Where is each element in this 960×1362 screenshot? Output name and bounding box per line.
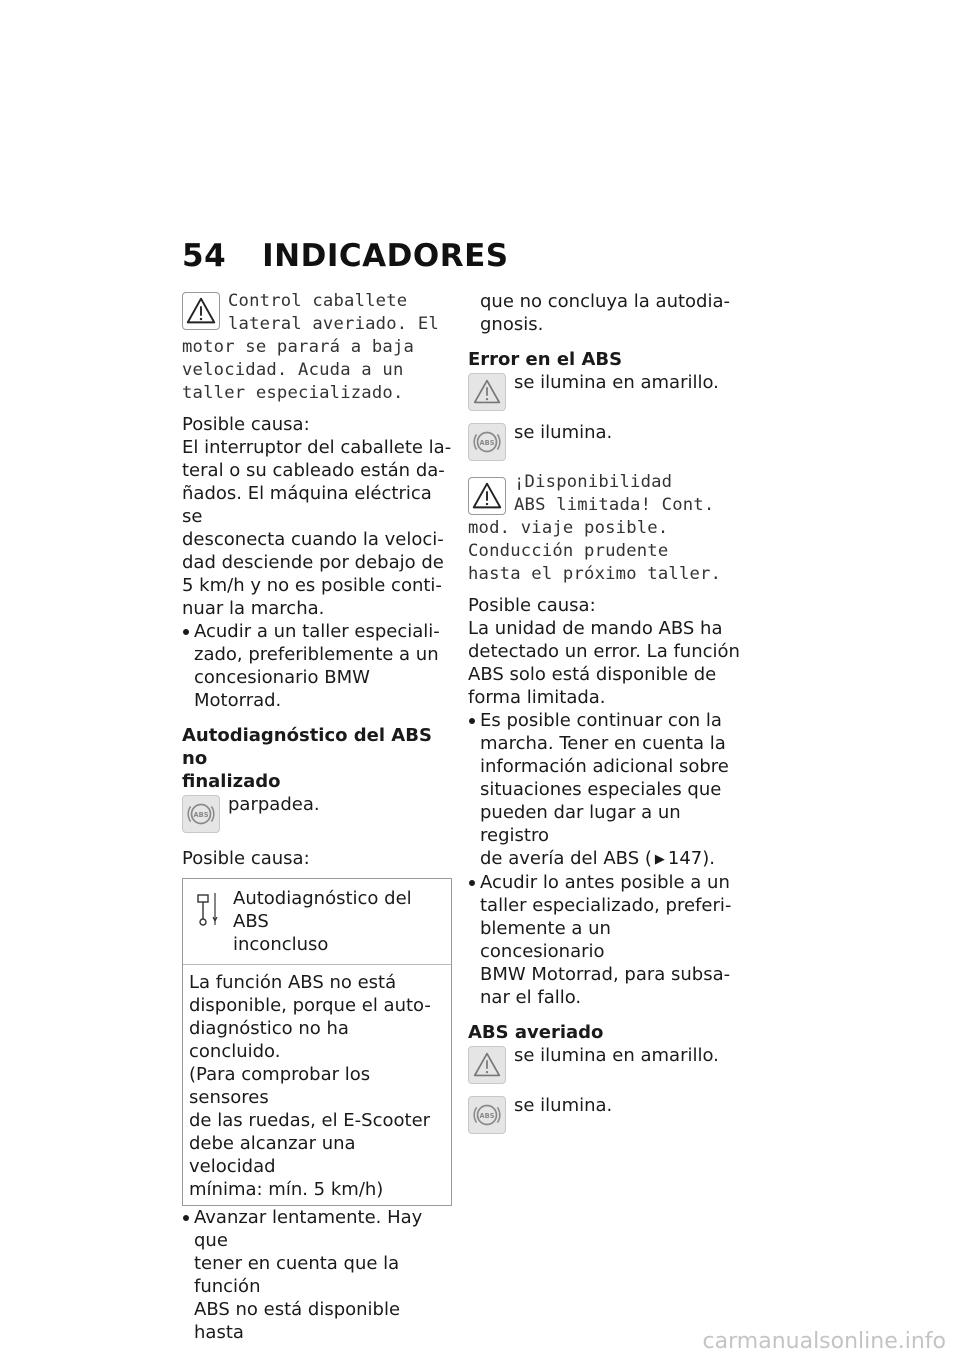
fault-abs-row: ABS se ilumina. — [468, 1094, 740, 1144]
bullet-item-2: Avanzar lentamente. Hay que tener en cuenta que la función ABS no está disponible hasta — [182, 1206, 452, 1344]
svg-text:ABS: ABS — [479, 438, 495, 447]
continued-text: que no concluya la autodia- gnosis. — [480, 291, 731, 335]
bullet-item: Es posible continuar con la marcha. Tener en cuenta la información adicional sobre situaciones especiales que pueden dar lugar a un registro de avería del ABS ( ▶ 147). — [468, 709, 740, 871]
fault-warn-row: se ilumina en amarillo. — [468, 1044, 740, 1094]
left-column — [182, 290, 452, 1344]
section-heading: Autodiagnóstico del ABS no finalizado — [182, 725, 432, 792]
page-title — [182, 238, 509, 274]
abs-icon — [182, 795, 220, 833]
side-stand-message: Control caballete lateral averiado. El motor se parará a baja velocidad. Acuda a un taller especializado. — [182, 291, 439, 403]
side-stand-warning — [182, 290, 452, 405]
abs-fault-heading: ABS averiado — [468, 1021, 604, 1043]
error-warn-row: se ilumina en amarillo. — [468, 371, 740, 421]
cause-label: Posible causa: — [182, 414, 310, 435]
bullet-item: Acudir a un taller especiali- zado, preferiblemente a un concesionario BMW Motorrad. — [182, 620, 452, 712]
cause-text: La unidad de mando ABS ha detectado un error. La función ABS solo está disponible de forma limitada. — [468, 618, 740, 708]
info-box — [182, 878, 452, 1206]
abs-limited-message: ¡Disponibilidad ABS limitada! Cont. mod. viaje posible. Conducción prudente hasta el próximo taller. — [468, 472, 722, 584]
info-box-body: La función ABS no está disponible, porque el auto- diagnóstico no ha concluido. (Para comprobar los sensores de las ruedas, el E-Scooter debe alcanzar una velocidad mínima: mín. 5 km/h) — [189, 972, 431, 1200]
page-number: 54 — [182, 238, 227, 274]
watermark: carmanualsonline.info — [702, 1329, 946, 1354]
warning-triangle-icon — [468, 373, 506, 411]
cause-text: El interruptor del caballete la- teral o su cableado están da- ñados. El máquina eléctrica se desconecta cuando la veloci- dad desciende por debajo de 5 km/h y no es posible conti- nuar la marcha. — [182, 437, 452, 619]
chapter-title: INDICADORES — [262, 238, 509, 274]
abs-icon — [468, 423, 506, 461]
wrench-info-icon — [195, 891, 219, 927]
warning-triangle-icon — [468, 1046, 506, 1084]
abs-limited-warning — [468, 471, 740, 586]
warning-triangle-icon — [468, 477, 506, 515]
svg-text:ABS: ABS — [479, 1111, 495, 1120]
error-abs-row: ABS se ilumina. — [468, 421, 740, 471]
cause-label-2: Posible causa: — [182, 848, 310, 869]
bullet-item-2: Acudir lo antes posible a un taller especializado, preferi- blemente a un concesionario BMW Motorrad, para subsa- nar el fallo. — [468, 871, 740, 1009]
error-heading: Error en el ABS — [468, 349, 623, 370]
warning-triangle-icon — [182, 292, 220, 330]
cause-label: Posible causa: — [468, 595, 596, 616]
svg-text:ABS: ABS — [193, 810, 209, 819]
info-box-header: Autodiagnóstico del ABS inconcluso — [183, 879, 451, 965]
abs-icon — [468, 1096, 506, 1134]
page-reference-arrow-icon: ▶ — [654, 851, 665, 867]
page-reference-link[interactable]: 147). — [667, 848, 715, 869]
right-column — [468, 290, 740, 1144]
abs-blink-row: ABS parpadea. — [182, 793, 452, 839]
